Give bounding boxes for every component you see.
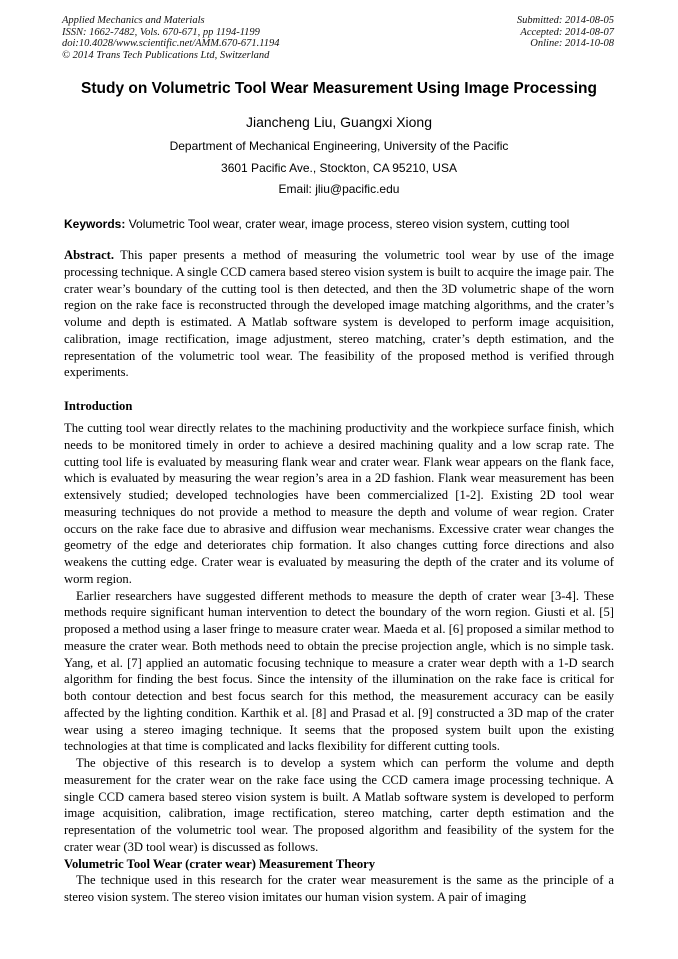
submitted-date: Submitted: 2014-08-05: [516, 15, 614, 26]
intro-paragraph-2: Earlier researchers have suggested different methods to measure the depth of crater wear [3-4]. These methods require significant human intervention to detect the boundary of the worn region. Giusti et al. [5] proposed a method using a laser fringe to measure crater wear. Maeda et al. [6] proposed a similar method to measure the crater wear. Both methods need to obtain the precise projection angle, which is no simple task. Yang, et al. [7] applied an automatic focusing technique to measure a crater wear depth with a 1-D search algorithm for finding the best focus. Since the intensity of the illumination on the rake face is critical for both contour detection and best focus search for this method, the measurement accuracy can be easily affected by the lighting condition. Karthik et al. [8] and Prasad et al. [9] constructed a 3D map of the crater wear using a stereo imaging technique. It seems that the proposed system built upon the existing technologies at that time is complicated and lacks flexibility for different cutting tools.: [64, 588, 614, 754]
keywords: [64, 217, 624, 231]
issn-line: ISSN: 1662-7482, Vols. 670-671, pp 1194-1199: [62, 26, 260, 38]
intro-paragraph-3: The objective of this research is to develop a system which can perform the volume and depth measurement for the crater wear on the rake face using the CCD camera image processing technique. A single CCD camera based stereo vision system is built. A Matlab software system is developed to perform image acquisition, calibration, image rectification, stereo matching, carter depth estimation and the representation of the volumetric tool wear. The proposed algorithm and feasibility of the system for the crater wear (3D tool wear) is discussed as follows.: [64, 756, 614, 854]
abstract: [64, 247, 614, 381]
introduction-section: [64, 398, 614, 415]
doi-line: doi:10.4028/www.scientific.net/AMM.670-671.1194: [62, 38, 280, 50]
journal-info: [62, 15, 279, 61]
keywords-text: Volumetric Tool wear, crater wear, image process, stereo vision system, cutting tool: [125, 217, 570, 231]
affiliation-address: 3601 Pacific Ave., Stockton, CA 95210, USA: [221, 161, 457, 175]
journal-name: Applied Mechanics and Materials: [62, 15, 205, 26]
introduction-heading: Introduction: [64, 399, 133, 413]
introduction-body: [64, 420, 614, 906]
submission-dates: [517, 15, 614, 50]
copyright-line: © 2014 Trans Tech Publications Ltd, Switzerland: [62, 49, 270, 61]
authors: Jiancheng Liu, Guangxi Xiong: [245, 114, 433, 130]
abstract-text: This paper presents a method of measuring the volumetric tool wear by use of the image processing technique. A single CCD camera based stereo vision system is built to acquire the image pair. The crater wear’s boundary of the cutting tool is then detected, and then the 3D volumetric shape of the worn region on the rake face is reconstructed through the developed image matching algorithms, and the crater’s volume and depth is estimated. A Matlab software system is developed to perform image acquisition, calibration, image rectification, image adjustment, stereo matching, crater’s depth estimation, and the representation of the volumetric tool wear. The feasibility of the proposed method is verified through experiments.: [64, 248, 614, 380]
keywords-label: Keywords:: [64, 217, 126, 231]
accepted-date: Accepted: 2014-08-07: [520, 26, 614, 38]
intro-paragraph-1: The cutting tool wear directly relates to the machining productivity and the workpiece surface finish, which needs to be monitored timely in order to achieve a desired machining quality and a low scrap rate. The cutting tool life is evaluated by measuring flank wear and crater wear. Flank wear appears on the flank face, which is evaluated by measuring the wear region’s area in a 2D fashion. Flank wear measurement has been extensively studied; developed technologies have been commercialized [1-2]. Existing 2D tool wear measuring techniques do not provide a method to measure the depth and volume of wear region. Crater occurs on the rake face due to abrasive and diffusion wear mechanisms. Excessive crater wear changes the geometry of the edge and deteriorates chip formation. It also changes cutting force directions and also weakens the cutting edge. Crater wear is evaluated by measuring the depth of the crater and its volume of worm region.: [64, 421, 614, 586]
affiliation-department: Department of Mechanical Engineering, University of the Pacific: [169, 139, 509, 153]
theory-heading: Volumetric Tool Wear (crater wear) Measurement Theory: [64, 856, 376, 871]
paper-title: Study on Volumetric Tool Wear Measurement Using Image Processing: [81, 80, 597, 97]
theory-paragraph: The technique used in this research for the crater wear measurement is the same as the principle of a stereo vision system. The stereo vision imitates our human vision system. A pair of imaging: [64, 873, 614, 904]
online-date: Online: 2014-10-08: [530, 38, 614, 50]
author-email: Email: jliu@pacific.edu: [278, 182, 400, 196]
abstract-label: Abstract.: [64, 248, 115, 262]
